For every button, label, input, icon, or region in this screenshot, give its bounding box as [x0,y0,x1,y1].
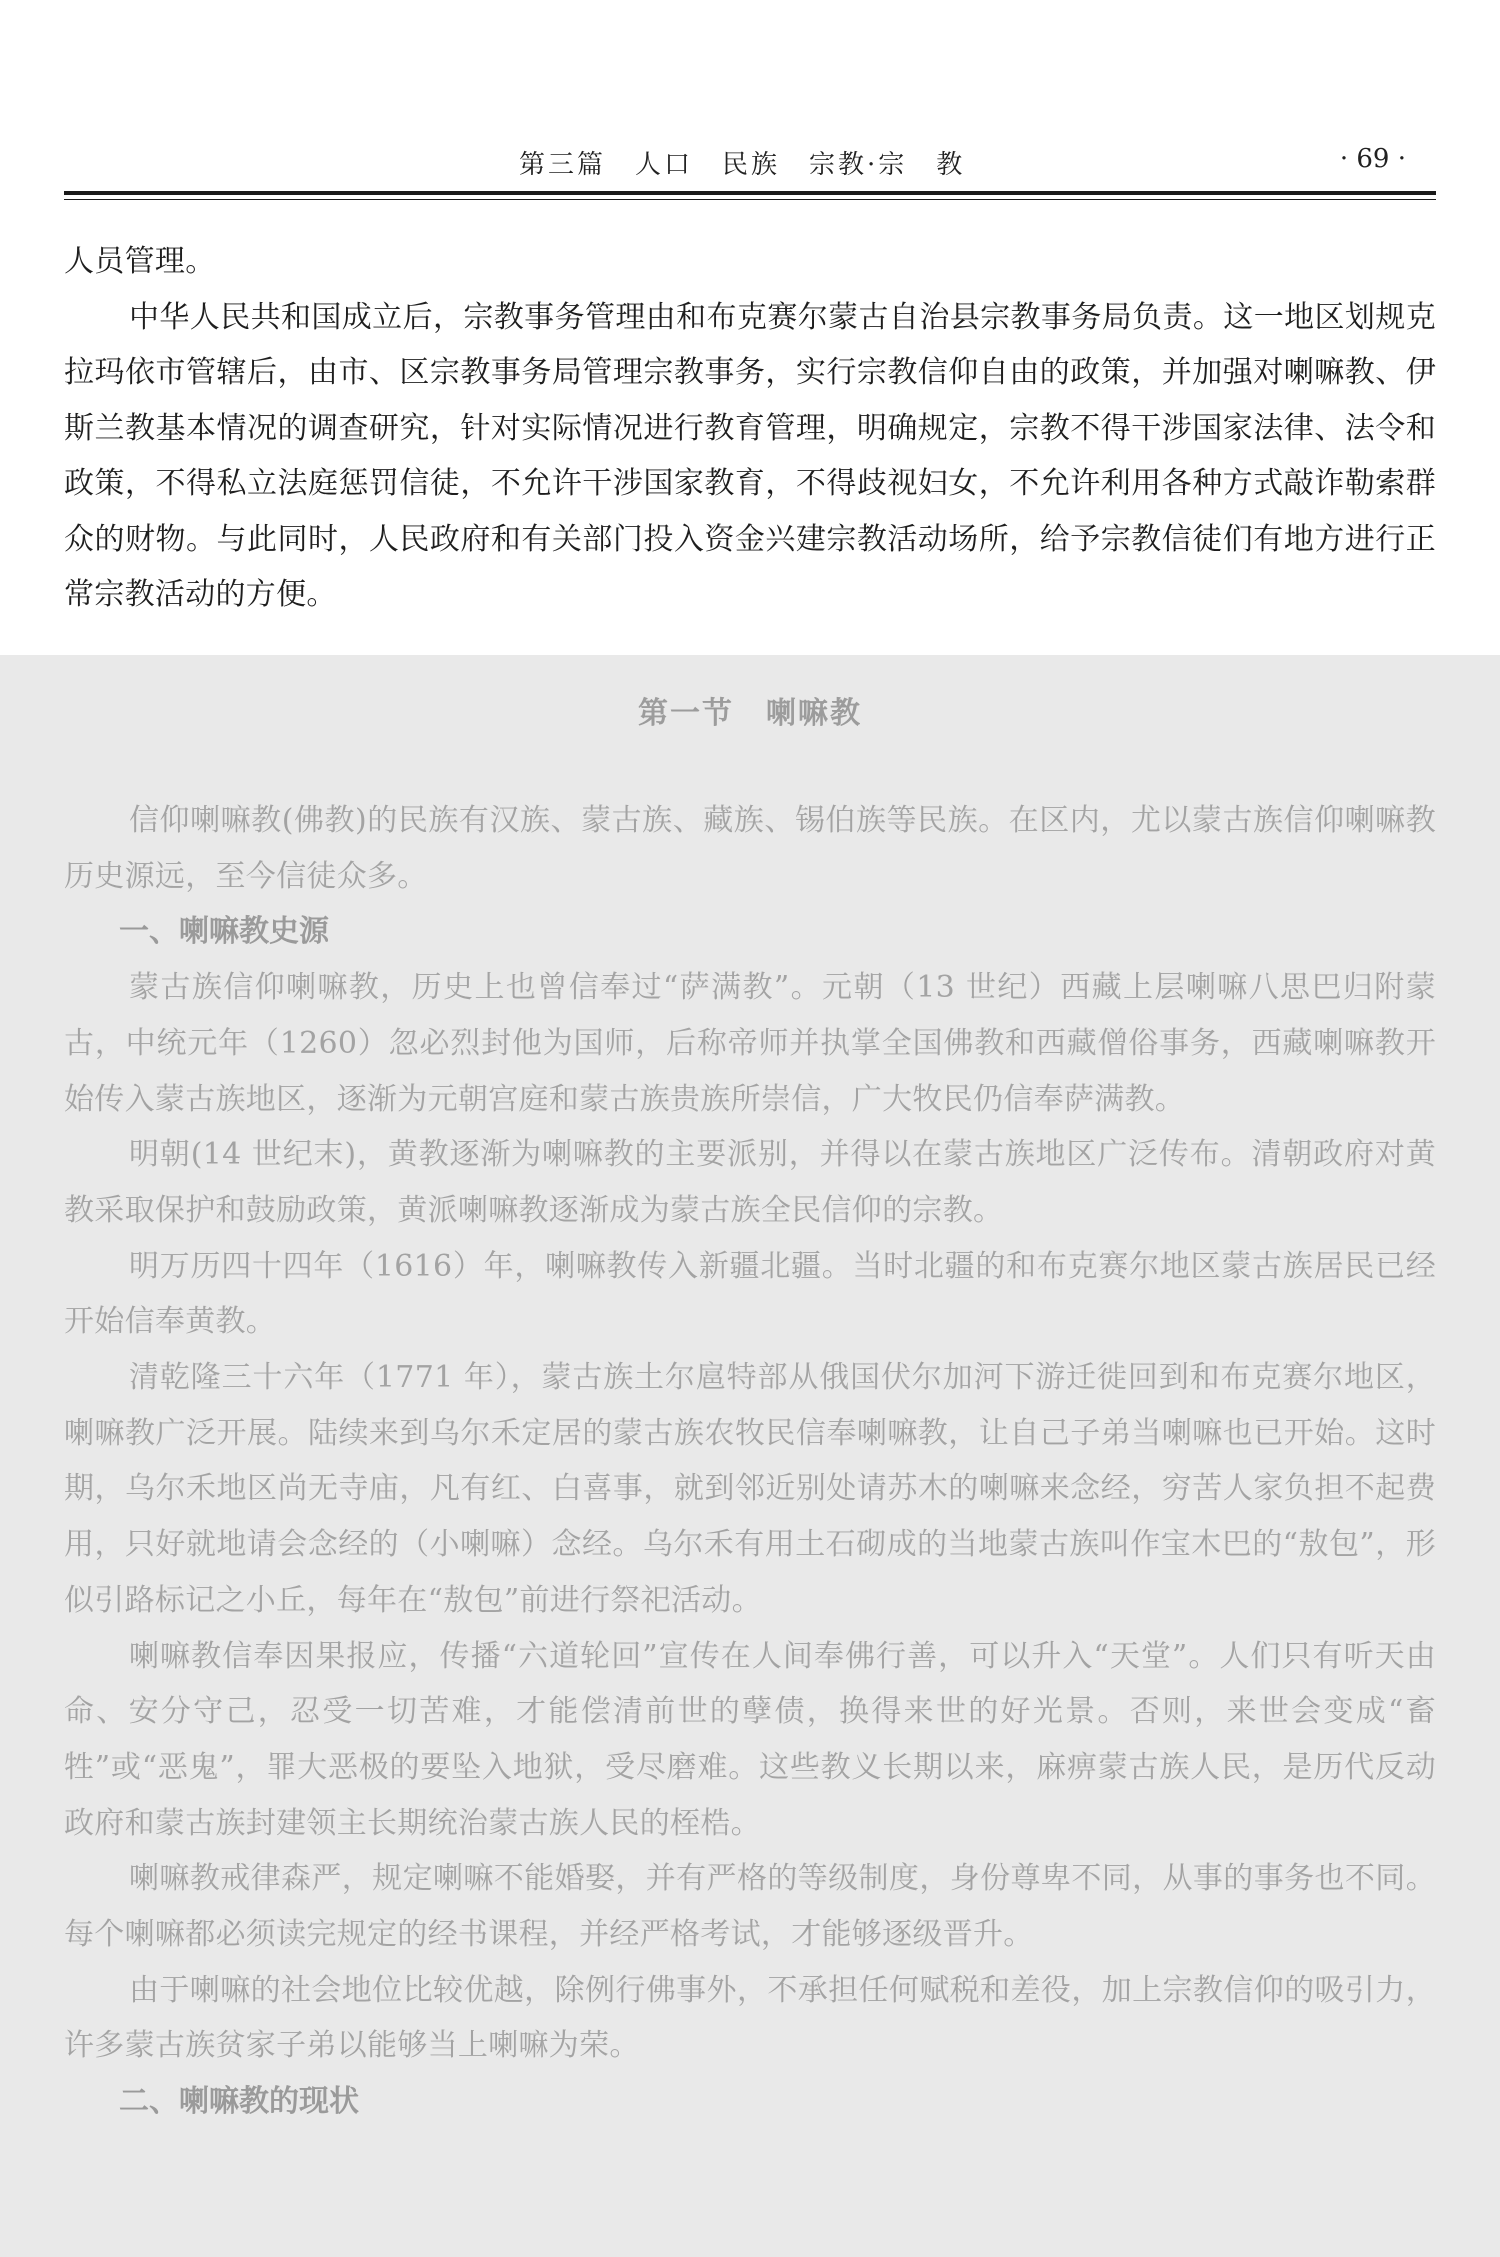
page-number: · 69 · [1339,144,1406,174]
paragraph-religious-affairs: 中华人民共和国成立后，宗教事务管理由和布克赛尔蒙古自治县宗教事务局负责。这一地区划规克拉玛依市管辖后，由市、区宗教事务局管理宗教事务，实行宗教信仰自由的政策，并加强对喇嘛教、伊斯兰教基本情况的调查研究，针对实际情况进行教育管理，明确规定，宗教不得干涉国家法律、法令和政策，不得私立法庭惩罚信徒，不允许干涉国家教育，不得歧视妇女，不允许利用各种方式敲诈勒索群众的财物。与此同时，人民政府和有关部门投入资金兴建宗教活动场所，给予宗教信徒们有地方进行正常宗教活动的方便。 [64,299,1436,612]
upper-text-block [64,234,1436,623]
paragraph-continuation: 人员管理。 [64,244,216,279]
paragraph-origins-6: 喇嘛教戒律森严，规定喇嘛不能婚娶，并有严格的等级制度，身份尊卑不同，从事的事务也不同。每个喇嘛都必须读完规定的经书课程，并经严格考试，才能够逐级晋升。 [64,1861,1436,1953]
subheading-current-status: 二、喇嘛教的现状 [119,2084,359,2120]
paragraph-origins-7: 由于喇嘛的社会地位比较优越，除例行佛事外，不承担任何赋税和差役，加上宗教信仰的吸引力，许多蒙古族贫家子弟以能够当上喇嘛为荣。 [64,1972,1436,2064]
running-title: 第三篇 人口 民族 宗教·宗 教 [519,150,966,180]
running-header [64,130,1436,190]
paragraph-origins-2: 明朝(14 世纪末)，黄教逐渐为喇嘛教的主要派别，并得以在蒙古族地区广泛传布。清朝政府对黄教采取保护和鼓励政策，黄派喇嘛教逐渐成为蒙古族全民信仰的宗教。 [64,1137,1436,1228]
subheading-origins: 一、喇嘛教史源 [119,914,329,950]
paragraph-intro: 信仰喇嘛教(佛教)的民族有汉族、蒙古族、藏族、锡伯族等民族。在区内，尤以蒙古族信仰喇嘛教历史源远，至今信徒众多。 [64,803,1436,894]
paragraph-origins-1: 蒙古族信仰喇嘛教，历史上也曾信奉过“萨满教”。元朝（13 世纪）西藏上层喇嘛八思巴归附蒙古，中统元年（1260）忽必烈封他为国师，后称帝师并执掌全国佛教和西藏僧俗事务，西藏喇嘛教开始传入蒙古族地区，逐渐为元朝宫庭和蒙古族贵族所崇信，广大牧民仍信奉萨满教。 [64,970,1436,1117]
section-body [64,793,1436,2130]
paragraph-origins-3: 明万历四十四年（1616）年，喇嘛教传入新疆北疆。当时北疆的和布克赛尔地区蒙古族居民已经开始信奉黄教。 [64,1248,1436,1340]
paragraph-origins-4: 清乾隆三十六年（1771 年），蒙古族土尔扈特部从俄国伏尔加河下游迁徙回到和布克赛尔地区，喇嘛教广泛开展。陆续来到乌尔禾定居的蒙古族农牧民信奉喇嘛教，让自己子弟当喇嘛也已开始。这时期，乌尔禾地区尚无寺庙，凡有红、白喜事，就到邻近别处请苏木的喇嘛来念经，穷苦人家负担不起费用，只好就地请会念经的（小喇嘛）念经。乌尔禾有用土石砌成的当地蒙古族叫作宝木巴的“敖包”，形似引路标记之小丘，每年在“敖包”前进行祭祀活动。 [64,1360,1436,1618]
header-rule-thick [64,191,1436,195]
paragraph-origins-5: 喇嘛教信奉因果报应，传播“六道轮回”宣传在人间奉佛行善，可以升入“天堂”。人们只有听天由命、安分守己，忍受一切苦难，才能偿清前世的孽债，换得来世的好光景。否则，来世会变成“畜牲”或“恶鬼”，罪大恶极的要坠入地狱，受尽磨难。这些教义长期以来，麻痹蒙古族人民，是历代反动政府和蒙古族封建领主长期统治蒙古族人民的桎梏。 [64,1638,1436,1841]
section-title: 第一节 喇嘛教 [638,696,862,731]
header-rule-thin [64,199,1436,200]
